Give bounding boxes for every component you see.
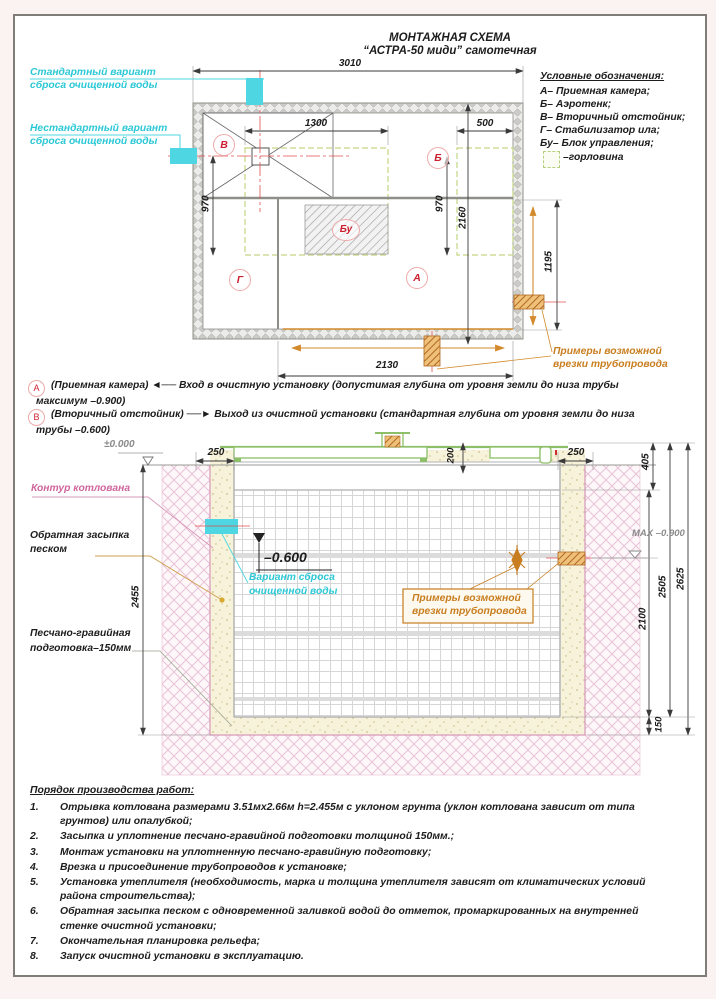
dim-405: 405	[640, 453, 652, 471]
note-a-text: (Приемная камера) ◄── Вход в очистную установку (допустимая глубина от уровня земли до низа трубы	[51, 380, 619, 391]
nonstandard-discharge-pipe	[170, 148, 197, 164]
max-level-label: MAX –0.900	[632, 528, 685, 539]
level-0600-label: –0.600	[264, 549, 307, 565]
chamber-label-b: Б	[427, 147, 449, 169]
chamber-label-a: А	[406, 267, 428, 289]
vent-pipe	[385, 436, 400, 447]
zero-level-mark-icon	[143, 457, 153, 465]
chamber-label-v: В	[213, 134, 235, 156]
neck-symbol-icon	[543, 151, 560, 168]
tie-in-note-leader-1	[437, 356, 551, 369]
dim-2505: 2505	[657, 575, 669, 598]
work-order-item: 3. Монтаж установки на уплотненную песчано-гравийную подготовку;	[30, 846, 432, 858]
work-order-item: 2. Засыпка и уплотнение песчано-гравийной подготовки толщиной 150мм.;	[30, 831, 455, 843]
section-discharge-label-1: Вариант сброса	[249, 572, 335, 583]
plan-view	[30, 66, 566, 381]
chamber-label-g: Г	[229, 269, 251, 291]
dim-1195: 1195	[543, 251, 555, 273]
dim-250-right: 250	[567, 447, 585, 458]
nonstandard-discharge-label-2: сброса очищенной воды	[30, 136, 158, 147]
work-order-item: 8. Запуск очистной установки в эксплуатацию.	[30, 950, 304, 962]
tie-in-pipe-bottom	[424, 336, 440, 366]
note-b-badge: В	[28, 409, 45, 426]
legend-item-a: А– Приемная камера;	[540, 86, 651, 97]
note-a-row	[28, 380, 619, 397]
dim-150: 150	[653, 716, 665, 733]
note-b-text: (Вторичный отстойник) ──► Выход из очистной установки (стандартная глубина от уровня земли до низа	[51, 409, 635, 420]
legend-item-bu: Бу– Блок управления;	[540, 138, 654, 149]
base-layer-label-1: Песчано-гравийная	[30, 628, 131, 639]
plan-tie-in-note-2: врезки трубопровода	[553, 359, 668, 370]
dim-200: 200	[445, 447, 457, 464]
nonstandard-discharge-label-1: Нестандартный вариант	[30, 123, 168, 134]
dim-2455: 2455	[130, 585, 142, 608]
work-order-item: 4. Врезка и присоединение трубопроводов к установке;	[30, 861, 347, 873]
work-order-item: 7. Окончательная планировка рельефа;	[30, 935, 260, 947]
soil-right	[585, 465, 640, 735]
standard-discharge-label-2: сброса очищенной воды	[30, 80, 158, 91]
level-zero-label: ±0.000	[104, 439, 135, 450]
legend-title: Условные обозначения:	[540, 71, 665, 82]
backfill-label-2: песком	[30, 544, 67, 555]
drawing-subtitle: “АСТРА-50 миди” самотечная	[363, 45, 537, 57]
legend-item-g: Г– Стабилизатор ила;	[540, 125, 660, 136]
pit-contour-label: Контур котлована	[31, 483, 131, 494]
legend-neck-label: –горловина	[563, 152, 624, 163]
note-b-text-2: трубы –0.600)	[36, 425, 110, 436]
standard-discharge-pipe	[246, 78, 263, 105]
backfill-label-1: Обратная засыпка	[30, 530, 130, 541]
drawing-title: МОНТАЖНАЯ СХЕМА	[389, 32, 511, 44]
tie-in-note-leader-2	[542, 310, 552, 352]
plan-tie-in-note-1: Примеры возможной	[553, 346, 662, 357]
tie-in-pipe-right	[514, 295, 544, 309]
soil-bottom	[162, 735, 640, 775]
dim-2160: 2160	[457, 206, 469, 229]
work-order-title: Порядок производства работ:	[30, 785, 195, 796]
dim-1300: 1300	[304, 118, 328, 129]
section-discharge-label-2: очищенной воды	[249, 586, 338, 597]
dim-2625: 2625	[675, 567, 687, 590]
section-tie-in-pipe	[558, 552, 585, 565]
soil-left	[162, 465, 210, 735]
dim-970-left: 970	[200, 195, 212, 213]
dim-250-left: 250	[207, 447, 225, 458]
section-tie-in-note-1: Примеры возможной	[412, 593, 521, 604]
section-tie-in-note-2: врезки трубопровода	[412, 606, 527, 617]
legend-item-v: В– Вторичный отстойник;	[540, 112, 686, 123]
work-order-list	[30, 785, 678, 965]
dim-970-right: 970	[434, 195, 446, 213]
section-discharge-pipe	[205, 519, 238, 534]
legend-item-b: Б– Аэротенк;	[540, 99, 612, 110]
standard-discharge-label-1: Стандартный вариант	[30, 67, 156, 78]
dim-2100: 2100	[637, 607, 649, 630]
base-layer-label-2: подготовка–150мм	[30, 643, 132, 654]
dim-500: 500	[476, 118, 494, 129]
note-a-badge: А	[28, 380, 45, 397]
work-order-item: 5. Установка утеплителя (необходимость, марка и толщина утеплителя зависят от климатических условий района строительства);	[30, 876, 646, 903]
work-order-item: 6. Обратная засыпка песком с одновременной заливкой водой до отметок, промаркированных на внутренней стенке очистной установки;	[30, 906, 639, 932]
dim-2130: 2130	[375, 360, 399, 371]
dim-3010: 3010	[338, 58, 362, 69]
work-order-item: 1. Отрывка котлована размерами 3.51мх2.66м h=2.455м с уклоном грунта (уклон котлована зависит от типа грунтов) или опалубкой;	[30, 801, 635, 828]
tank-lid	[220, 433, 568, 463]
chamber-label-bu: Бу	[332, 219, 360, 241]
note-b-row	[28, 409, 635, 426]
note-a-text-2: максимум –0.900)	[36, 396, 126, 407]
